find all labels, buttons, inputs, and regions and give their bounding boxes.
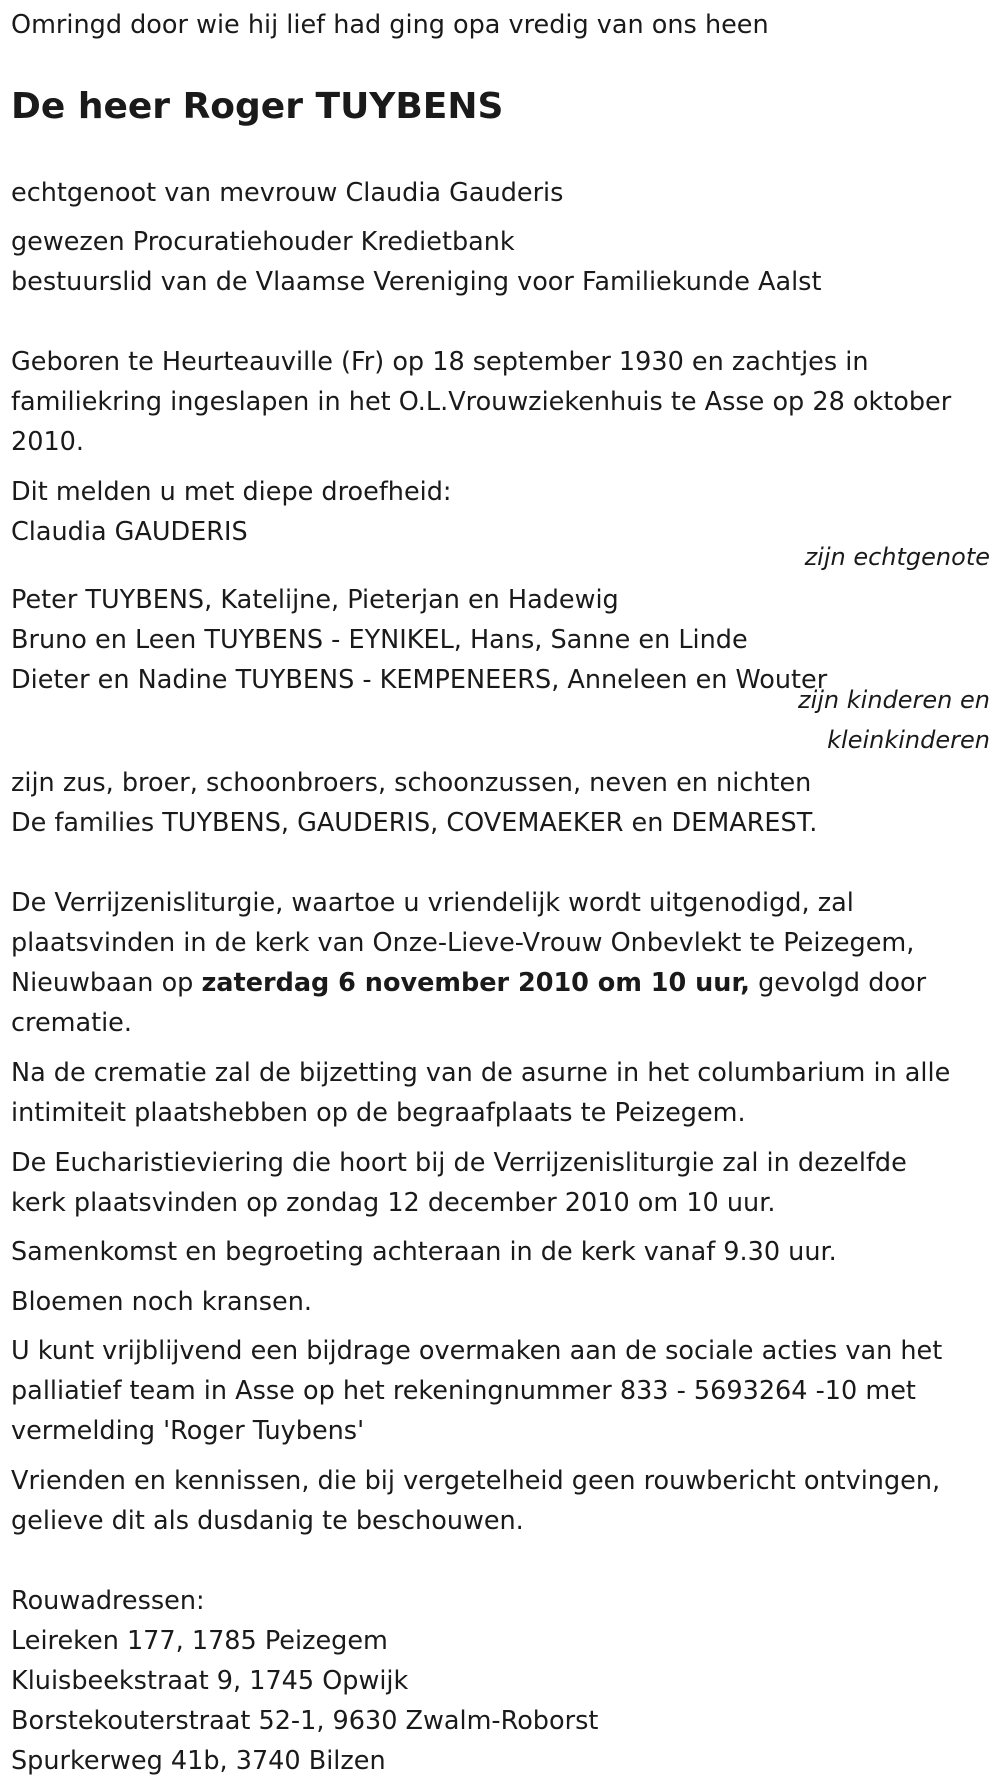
spouse-line: echtgenoot van mevrouw Claudia Gauderis: [11, 178, 564, 208]
family-line: De families TUYBENS, GAUDERIS, COVEMAEKER en DEMAREST.: [11, 808, 818, 838]
birth-line: familiekring ingeslapen in het O.L.Vrouwziekenhuis te Asse op 28 oktober: [11, 387, 952, 417]
role-line: gewezen Procuratiehouder Kredietbank: [11, 227, 515, 257]
liturgy-text: Nieuwbaan op: [11, 968, 202, 998]
intro-line: Omringd door wie hij lief had ging opa vredig van ons heen: [11, 10, 769, 40]
widow-role: zijn echtgenote: [804, 543, 990, 571]
liturgy-text: gevolgd door: [749, 968, 927, 998]
flowers-line: Bloemen noch kransen.: [11, 1287, 312, 1317]
role-line: bestuurslid van de Vlaamse Vereniging voor Familiekunde Aalst: [11, 267, 822, 297]
donation-line: palliatief team in Asse op het rekeningnummer 833 - 5693264 -10 met: [11, 1376, 916, 1406]
friends-line: Vrienden en kennissen, die bij vergetelheid geen rouwbericht ontvingen,: [11, 1466, 941, 1496]
donation-line: vermelding 'Roger Tuybens': [11, 1416, 365, 1446]
announce-line: Dit melden u met diepe droefheid:: [11, 477, 452, 507]
birth-line: 2010.: [11, 427, 85, 457]
deceased-name: De heer Roger TUYBENS: [11, 86, 504, 127]
birth-line: Geboren te Heurteauville (Fr) op 18 september 1930 en zachtjes in: [11, 347, 869, 377]
children-line: Dieter en Nadine TUYBENS - KEMPENEERS, Anneleen en Wouter: [11, 665, 828, 695]
address-line: Spurkerweg 41b, 3740 Bilzen: [11, 1746, 386, 1776]
children-line: Bruno en Leen TUYBENS - EYNIKEL, Hans, Sanne en Linde: [11, 625, 748, 655]
liturgy-line: [11, 963, 926, 1003]
liturgy-line: plaatsvinden in de kerk van Onze-Lieve-Vrouw Onbevlekt te Peizegem,: [11, 928, 915, 958]
gathering-line: Samenkomst en begroeting achteraan in de kerk vanaf 9.30 uur.: [11, 1237, 837, 1267]
children-role: zijn kinderen en: [798, 686, 990, 714]
widow-name: Claudia GAUDERIS: [11, 517, 248, 547]
interment-line: intimiteit plaatshebben op de begraafplaats te Peizegem.: [11, 1098, 746, 1128]
address-line: Borstekouterstraat 52-1, 9630 Zwalm-Roborst: [11, 1706, 599, 1736]
liturgy-line: De Verrijzenisliturgie, waartoe u vriendelijk wordt uitgenodigd, zal: [11, 888, 854, 918]
address-line: Kluisbeekstraat 9, 1745 Opwijk: [11, 1666, 409, 1696]
interment-line: Na de crematie zal de bijzetting van de asurne in het columbarium in alle: [11, 1058, 951, 1088]
addresses-header: Rouwadressen:: [11, 1586, 205, 1616]
eucharist-line: De Eucharistieviering die hoort bij de Verrijzenisliturgie zal in dezelfde: [11, 1148, 907, 1178]
friends-line: gelieve dit als dusdanig te beschouwen.: [11, 1506, 524, 1536]
children-role: kleinkinderen: [827, 726, 990, 754]
liturgy-line: crematie.: [11, 1008, 132, 1038]
family-line: zijn zus, broer, schoonbroers, schoonzussen, neven en nichten: [11, 768, 812, 798]
donation-line: U kunt vrijblijvend een bijdrage overmaken aan de sociale acties van het: [11, 1336, 943, 1366]
eucharist-line: kerk plaatsvinden op zondag 12 december 2010 om 10 uur.: [11, 1188, 776, 1218]
children-line: Peter TUYBENS, Katelijne, Pieterjan en Hadewig: [11, 585, 619, 615]
liturgy-date: zaterdag 6 november 2010 om 10 uur,: [201, 968, 750, 998]
address-line: Leireken 177, 1785 Peizegem: [11, 1626, 388, 1656]
